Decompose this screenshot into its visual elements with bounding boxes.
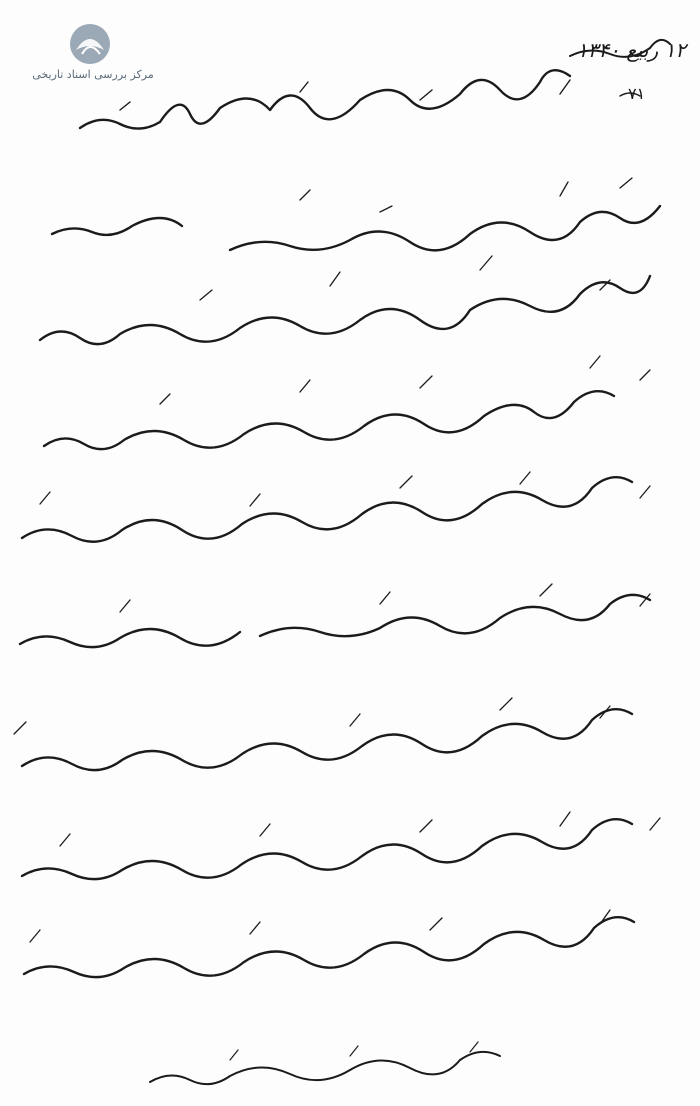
reference-number: ۷۱ [628,84,646,103]
archive-name: مرکز بررسی اسناد تاریخی [32,68,154,81]
handwritten-line [20,584,650,647]
date-note: ۱۲ ربیع ۱۳۴۰ [576,38,686,62]
handwritten-line [22,472,650,542]
handwritten-line [52,178,660,250]
handwritten-line [22,812,660,879]
handwritten-line [24,910,634,977]
handwritten-line [14,698,632,770]
handwritten-line [40,256,650,344]
handwritten-line [80,70,570,128]
handwritten-signature [150,1042,500,1084]
handwritten-line [44,356,650,449]
date-scribble [570,40,670,96]
